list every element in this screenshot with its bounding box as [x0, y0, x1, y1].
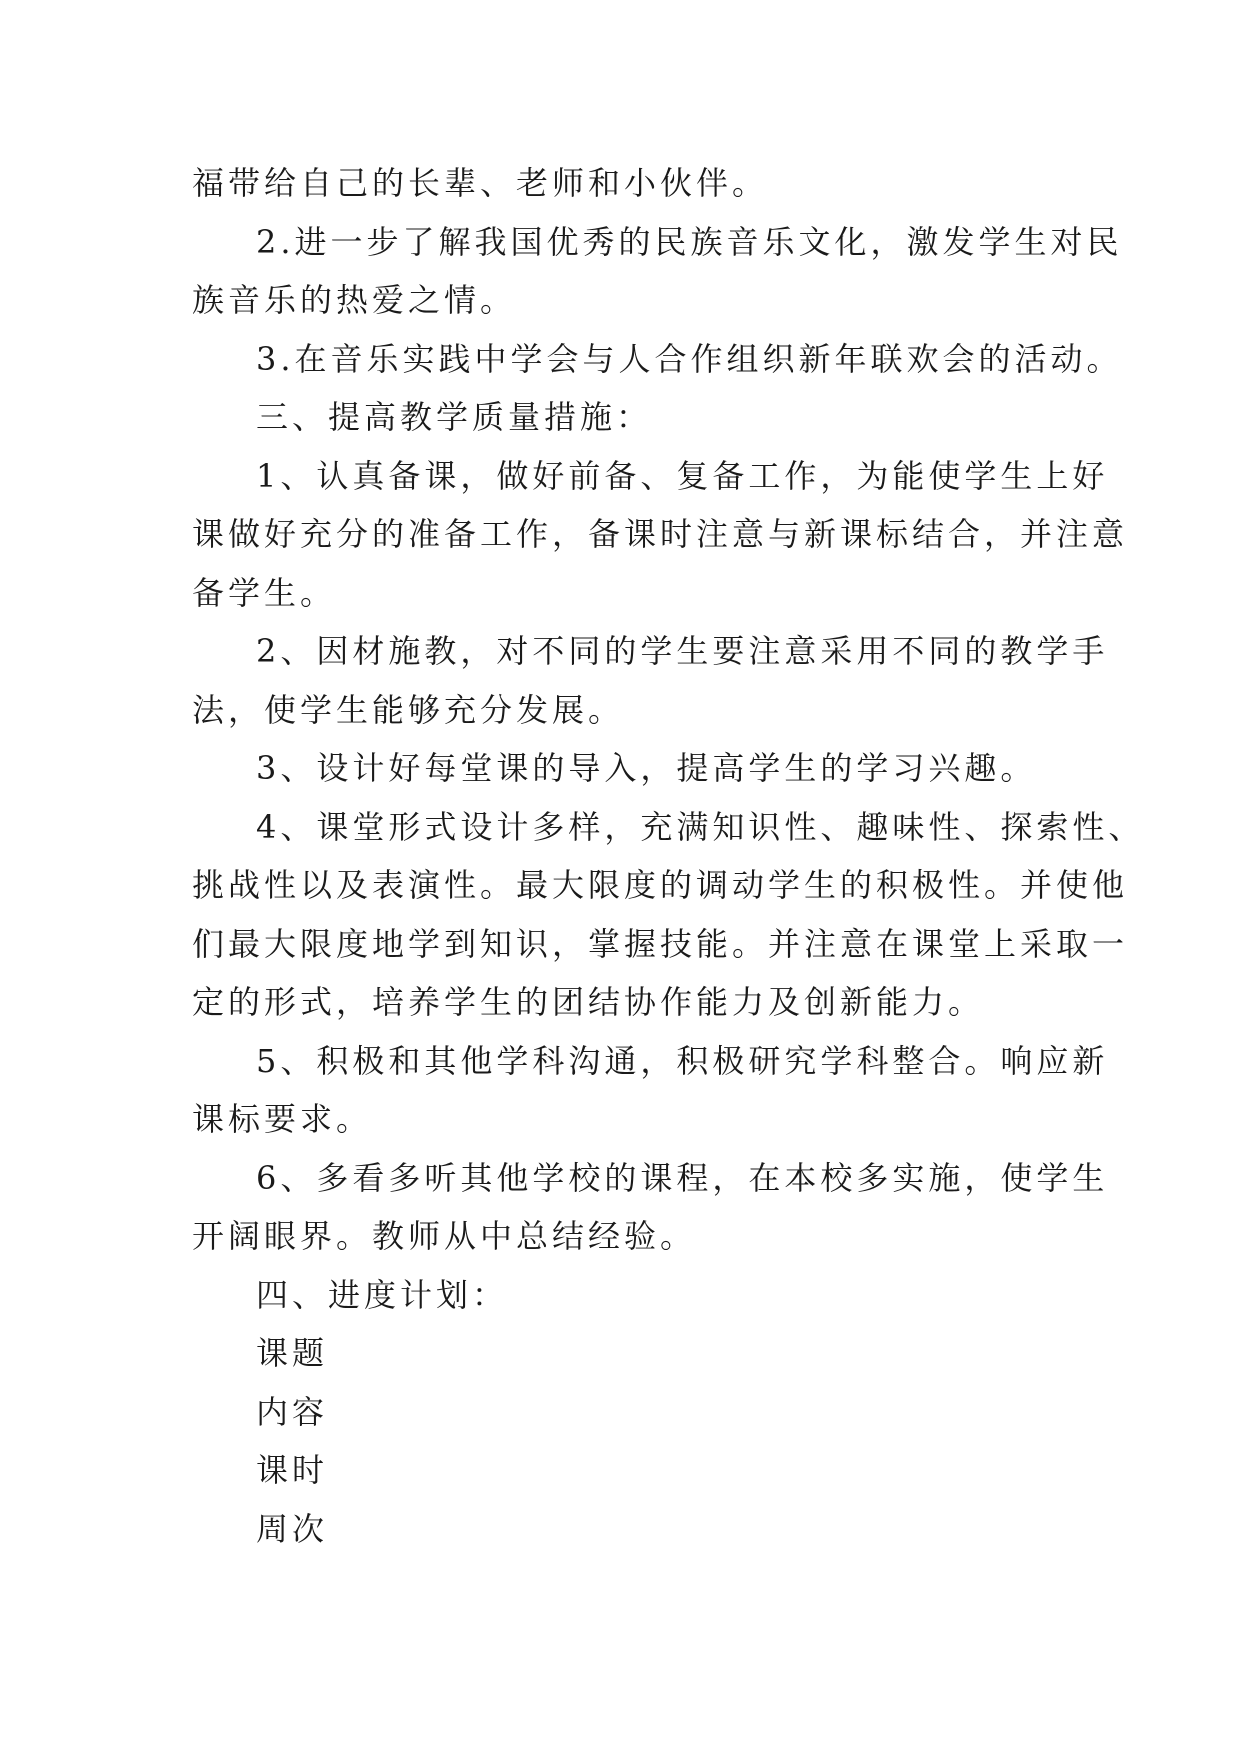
paragraph-line: 2.进一步了解我国优秀的民族音乐文化，激发学生对民: [256, 222, 1123, 261]
table-header-cell: 内容: [256, 1392, 329, 1431]
paragraph-line: 课标要求。: [192, 1100, 373, 1138]
paragraph-line: 挑战性以及表演性。最大限度的调动学生的积极性。并使他: [192, 866, 1129, 904]
section-heading: 三、提高教学质量措施：: [256, 398, 653, 436]
paragraph-line: 定的形式，培养学生的团结协作能力及创新能力。: [192, 983, 985, 1021]
paragraph-line: 福带给自己的长辈、老师和小伙伴。: [192, 164, 769, 202]
paragraph-line: 课做好充分的准备工作，备课时注意与新课标结合，并注意: [192, 515, 1129, 553]
paragraph-line: 3、设计好每堂课的导入，提高学生的学习兴趣。: [256, 749, 1037, 787]
paragraph-line: 5、积极和其他学科沟通，积极研究学科整合。响应新: [256, 1041, 1109, 1080]
paragraph-line: 族音乐的热爱之情。: [192, 281, 517, 319]
paragraph-line: 法，使学生能够充分发展。: [192, 690, 625, 729]
paragraph-line: 6、多看多听其他学校的课程，在本校多实施，使学生: [256, 1158, 1109, 1197]
paragraph-line: 备学生。: [192, 573, 337, 612]
section-heading: 四、进度计划：: [256, 1275, 509, 1314]
table-header-cell: 课题: [256, 1334, 329, 1372]
document-body: [192, 154, 1145, 1558]
table-header-cell: 周次: [256, 1509, 329, 1548]
table-header-cell: 课时: [256, 1451, 329, 1489]
paragraph-line: 开阔眼界。教师从中总结经验。: [192, 1217, 697, 1255]
paragraph-line: 1、认真备课，做好前备、复备工作，为能使学生上好: [256, 456, 1109, 495]
paragraph-line: 3.在音乐实践中学会与人合作组织新年联欢会的活动。: [256, 339, 1123, 378]
paragraph-line: 4、课堂形式设计多样，充满知识性、趣味性、探索性、: [256, 807, 1145, 846]
paragraph-line: 2、因材施教，对不同的学生要注意采用不同的教学手: [256, 632, 1109, 670]
paragraph-line: 们最大限度地学到知识，掌握技能。并注意在课堂上采取一: [192, 924, 1129, 963]
